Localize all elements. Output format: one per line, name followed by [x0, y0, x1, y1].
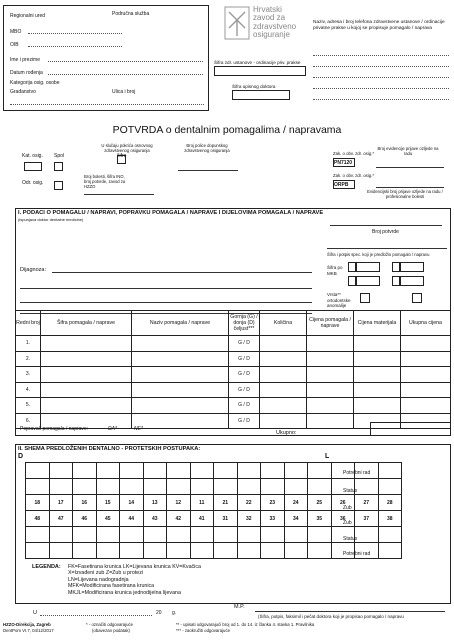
specialist-field[interactable]	[327, 248, 447, 249]
items-table	[15, 310, 451, 429]
items-header-row	[16, 311, 451, 336]
spol-label: Spol	[54, 153, 65, 159]
broj-potvrde-label: Broj potvrde	[372, 229, 399, 235]
table-row[interactable]: 2. G / D	[16, 351, 451, 367]
policy-label: Broj police dopunskog zdravstvenog osiguranja	[184, 143, 230, 153]
year-suffix: g.	[172, 610, 177, 616]
ukupno-label: Ukupno:	[276, 430, 297, 436]
evidence-label: Broj evidencije prijave ozljede na radu	[377, 146, 439, 156]
col-kolicina: Količina	[260, 311, 307, 336]
anomaly-label: Vrsta** ortodontske anomalije	[327, 292, 351, 308]
repair-label: Popravak pomagala / naprave:	[20, 426, 89, 432]
secondary-code-value: ORPB	[334, 182, 349, 188]
institution-line-4[interactable]	[313, 88, 449, 89]
document-title: POTVRDA o dentalnim pomagalima / napravama	[112, 124, 342, 136]
street-label: Ulica i broj	[112, 89, 136, 95]
col-ukupna-cijena: Ukupna cijena	[401, 311, 451, 336]
mkb-box-5[interactable]	[348, 276, 356, 286]
policy-number-field[interactable]	[178, 170, 238, 171]
legend-line: FK=Fasetirana krunica LK=Lijevana krunica KV=Kvačica	[68, 564, 201, 570]
legend-line: MKJL=Modificirana krunica jednodijelna lijevana	[68, 589, 181, 596]
footnote-2: ** - upisati odgovarajući broj od 1. do 14. iz članka 4. stavka 1. Pravilnika	[176, 622, 315, 627]
col-cijena-pomagala: Cijena pomagala / naprave	[307, 311, 354, 336]
doctor-code-label: Šifra upisnog doktora	[232, 84, 276, 89]
disease-number-field[interactable]	[84, 194, 154, 195]
right-side-label: D	[18, 453, 24, 460]
row-label-potrebni-gornji: Potrebni rad	[343, 470, 371, 476]
evidence-label-2: Evidencijski broj prijave ozljede na radu / profesionalne bolesti	[367, 189, 443, 199]
legend-title: LEGENDA:	[32, 564, 61, 570]
diagnosis-line-2[interactable]	[20, 288, 312, 289]
table-row[interactable]: 4. G / D	[16, 382, 451, 398]
section-one-heading: I. PODACI O POMAGALU / NAPRAVI, POPRAVKU POMAGALA / NAPRAVE I DIJELOVIMA POMAGALA / NAPRAVE	[18, 210, 324, 216]
mbo-label: MBO	[10, 29, 22, 35]
mkb-box-6[interactable]	[356, 276, 380, 286]
anomaly-box-1[interactable]	[360, 293, 370, 303]
footnote-1: * - označiti odgovarajuće	[86, 622, 134, 627]
footnote-1b: (obavezan podatak)	[92, 628, 130, 633]
mbo-field[interactable]	[28, 33, 122, 34]
street-field[interactable]	[10, 104, 204, 105]
place-label: U	[33, 610, 37, 616]
row-label-status-gornji: Status	[343, 488, 358, 494]
insured-note: U slučaju pokrića osnovnog zdravstvenog osiguranja	[101, 143, 153, 153]
signature-field[interactable]	[255, 611, 445, 612]
primary-osig-label: Zak. o obv. zdr. osig.*	[333, 151, 374, 156]
col-redni-broj: Redni broj	[16, 311, 41, 336]
institution-line-5[interactable]	[313, 99, 449, 100]
row-label-zub-donji: Zub	[343, 520, 352, 526]
col-naziv: Naziv pomagala / naprave	[132, 311, 229, 336]
form-code: HZZO-Direkcija, Zagreb	[3, 622, 51, 627]
kat-osig-label: Kat. osig.	[22, 153, 43, 159]
anomaly-box-2[interactable]	[412, 293, 422, 303]
form-code-2: DentPom VI.7, 04/12/2017	[3, 628, 54, 633]
specialist-label: Šifra i potpis spec. koji je predložio pomagalo / napravu	[327, 252, 430, 257]
mkb-box-3[interactable]	[392, 262, 400, 272]
ukupno-value-box[interactable]	[370, 422, 451, 436]
col-celjust: Gornja (G) / donja (D) čeljust***	[229, 311, 260, 336]
row-label-zub-gornji: Zub	[343, 505, 352, 511]
dob-label: Datum rođenja	[10, 70, 43, 76]
spol-box[interactable]	[54, 162, 63, 171]
mkb-box-2[interactable]	[356, 262, 380, 272]
diagnosis-line-1[interactable]	[52, 272, 312, 273]
institution-code-label: Šifra zdr. ustanove - ordinacije priv. prakse	[214, 60, 301, 65]
mp-label: M.P.	[234, 604, 245, 610]
institution-line-2[interactable]	[313, 66, 449, 67]
doctor-code-box[interactable]	[232, 90, 290, 100]
table-row[interactable]: 6. G / D	[16, 413, 451, 429]
category-label: Kategorija osig. osobe	[10, 80, 60, 86]
repair-da-option[interactable]: DA*	[108, 426, 117, 432]
place-date-field[interactable]	[40, 615, 152, 616]
row-label-status-donji: Status	[343, 536, 358, 542]
name-field[interactable]	[48, 61, 203, 62]
dijagnoza-label: Dijagnoza:	[20, 267, 46, 273]
left-side-label: L	[325, 453, 330, 460]
mkb-box-7[interactable]	[392, 276, 400, 286]
evidence-field-2[interactable]	[376, 187, 444, 188]
oib-label: OIB	[10, 42, 19, 48]
signature-label: (Šifra, potpis, faksimil i pečat doktora koji je propisao pomagalo / napravu	[258, 614, 404, 619]
kat-osig-box[interactable]	[24, 162, 42, 171]
odr-osig-box[interactable]	[54, 181, 63, 190]
table-row[interactable]: 5. G / D	[16, 398, 451, 414]
footnote-3: *** - zaokružiti odgovarajuće	[176, 628, 230, 633]
mkb-box-1[interactable]	[348, 262, 356, 272]
legend-line: LN=Lijevana nadogradnja	[68, 576, 129, 583]
primary-code-value: PN7120	[334, 160, 353, 166]
institution-note: Naziv, adresa i broj telefona zdravstvene ustanove / ordinacije privatne prakse u kojoj se propisuje pomagalo / naprava	[313, 20, 445, 32]
sifra-label: šifre	[117, 153, 127, 159]
regional-office-label: Regionalni ured	[10, 13, 46, 19]
institution-line-1[interactable]	[313, 55, 449, 56]
col-cijena-materijala: Cijena materijala	[354, 311, 401, 336]
institution-code-box[interactable]	[214, 66, 306, 76]
legend-line: X=Izvađeni zub Z=Zub u protezi	[68, 570, 144, 577]
logo-text: Hrvatski zavod za zdravstveno osiguranje	[253, 5, 297, 39]
section-one-subheading: (ispunjava doktor dentalne medicine)	[18, 217, 84, 222]
tooth-row-lower-numbers: 48 47 46 45 44 43 42 41 31 32 33 34 35 36 37 38	[26, 511, 402, 527]
col-sifra: Šifra pomagala / naprave	[41, 311, 132, 336]
repair-ne-option[interactable]: NE*	[134, 426, 143, 432]
secondary-osig-label: Zak. o obv. zdr. osig.*	[333, 173, 374, 178]
legend-list	[68, 564, 201, 596]
oib-field[interactable]	[28, 46, 122, 47]
legend-line: MFK=Modificirana fasetirana krunica	[68, 583, 155, 590]
disease-note: Broj bolesti, šifra INO, broj potvrde, zavod za HZZO	[84, 174, 126, 189]
citizenship-label: Građanstvo	[10, 89, 36, 95]
tooth-row-upper-numbers: 18 17 16 15 14 13 12 11 21 22 23 24 25 26 27 28	[26, 495, 402, 511]
hzzo-logo	[224, 6, 250, 40]
row-label-potrebni-donji: Potrebni rad	[343, 551, 371, 557]
mkb-box-4[interactable]	[400, 262, 424, 272]
evidence-field[interactable]	[376, 167, 444, 168]
diagnosis-line-3[interactable]	[20, 302, 312, 303]
odr-osig-label: Odr. osig.	[22, 180, 44, 186]
dob-field[interactable]	[48, 74, 203, 75]
institution-line-3[interactable]	[313, 77, 449, 78]
mkb-label: Šifra po MKB	[327, 265, 343, 276]
section-two-heading: II. SHEMA PREDLOŽENIH DENTALNO - PROTETSKIH POSTUPAKA:	[18, 446, 201, 452]
broj-potvrde-field[interactable]	[330, 225, 442, 226]
name-label: Ime i prezime	[10, 57, 41, 63]
branch-label: Područna služba	[112, 11, 150, 17]
table-row[interactable]: 3. G / D	[16, 367, 451, 383]
table-row[interactable]: 1. G / D	[16, 336, 451, 352]
mkb-box-8[interactable]	[400, 276, 424, 286]
year-label: 20	[156, 610, 162, 616]
